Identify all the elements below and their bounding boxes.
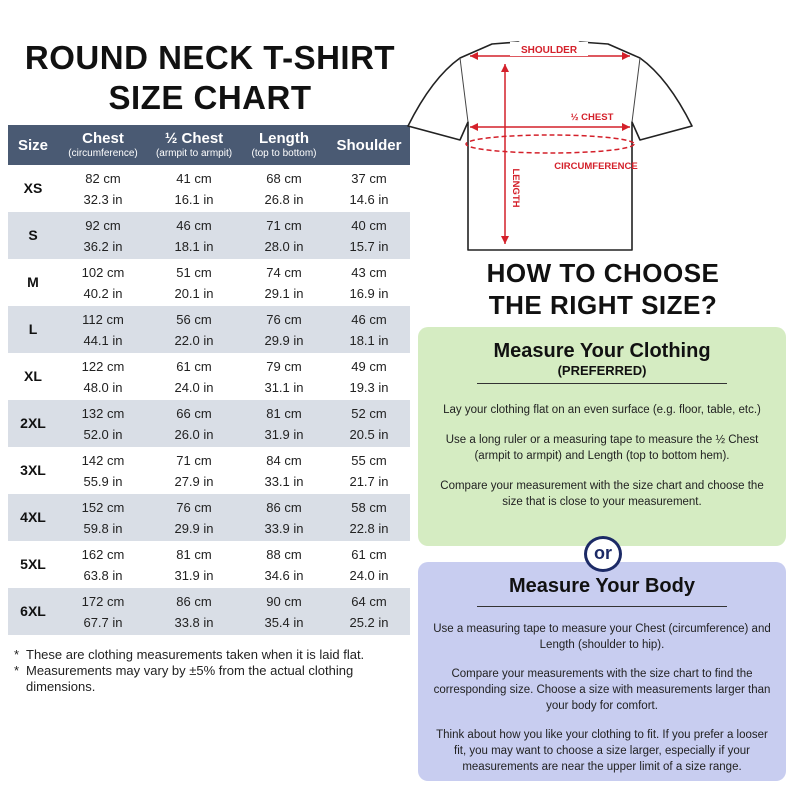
shoulder-cell: 49 cm 19.3 in (349, 358, 389, 395)
chest-cell: 102 cm 40.2 in (81, 264, 125, 301)
footnote: * These are clothing measurements taken when it is laid flat. (14, 647, 365, 662)
header-shoulder: Shoulder (328, 125, 410, 165)
shoulder-label: SHOULDER (520, 45, 578, 56)
chest-cell: 122 cm 48.0 in (81, 358, 125, 395)
half-chest-cell: 76 cm 29.9 in (148, 494, 240, 541)
table-row (8, 400, 410, 447)
header-chest: Chest (circumference) (58, 125, 148, 165)
half-chest-cell: 66 cm 26.0 in (148, 400, 240, 447)
size-cell: 4XL (8, 494, 58, 541)
chart-title-line1: ROUND NECK T-SHIRT (24, 39, 396, 76)
size-cell: 5XL (20, 556, 46, 572)
size-cell: 6XL (8, 588, 58, 635)
tshirt-outline (408, 42, 692, 250)
length-cell: 86 cm 33.9 in (240, 494, 328, 541)
or-badge: or (584, 536, 622, 572)
chest-cell: 162 cm 63.8 in (81, 546, 125, 583)
measure-clothing-subtitle: (PREFERRED) (557, 363, 647, 378)
table-row (8, 306, 410, 353)
header-size: Size (8, 125, 58, 165)
chest-cell: 92 cm 36.2 in (58, 212, 148, 259)
body-step-3: Think about how you like your clothing to fit. If you prefer a looser fit, you may want to choose a size larger, especially if your measurements are near the upper limit of a size range. (436, 729, 768, 773)
table-row (8, 447, 410, 494)
length-cell: 90 cm 35.4 in (240, 588, 328, 635)
table-row (8, 353, 410, 400)
table-row (8, 165, 410, 212)
shoulder-cell: 46 cm 18.1 in (328, 306, 410, 353)
chest-cell: 132 cm 52.0 in (58, 400, 148, 447)
table-row (8, 541, 410, 588)
clothing-step-2: Use a long ruler or a measuring tape to measure the ½ Chest (armpit to armpit) and Length (top to bottom hem). (445, 434, 759, 462)
size-table (8, 125, 410, 635)
shoulder-cell: 52 cm 20.5 in (328, 400, 410, 447)
shoulder-cell: 61 cm 24.0 in (349, 546, 389, 583)
howto-heading-line2: THE RIGHT SIZE? (488, 290, 718, 320)
half-chest-cell: 56 cm 22.0 in (148, 306, 240, 353)
size-cell: XS (23, 180, 43, 196)
length-cell: 88 cm 34.6 in (264, 546, 304, 583)
half-chest-cell: 46 cm 18.1 in (148, 212, 240, 259)
measure-clothing-box (418, 327, 786, 546)
chart-title-line2: SIZE CHART (108, 79, 312, 116)
half-chest-cell: 71 cm 27.9 in (174, 452, 214, 489)
chest-cell: 112 cm 44.1 in (58, 306, 148, 353)
length-cell: 81 cm 31.9 in (240, 400, 328, 447)
size-cell: XL (24, 368, 42, 384)
shoulder-cell: 55 cm 21.7 in (349, 452, 389, 489)
header-length: Length (top to bottom) (240, 125, 328, 165)
length-cell: 71 cm 28.0 in (240, 212, 328, 259)
table-header-row (8, 125, 410, 165)
size-cell: S (8, 212, 58, 259)
shoulder-cell: 40 cm 15.7 in (328, 212, 410, 259)
measure-clothing-title: Measure Your Clothing (493, 340, 711, 362)
size-cell: 3XL (20, 462, 46, 478)
shoulder-cell: 58 cm 22.8 in (328, 494, 410, 541)
measure-body-box (418, 562, 786, 781)
size-cell: M (27, 274, 39, 290)
shoulder-cell: 64 cm 25.2 in (328, 588, 410, 635)
half-chest-cell: 86 cm 33.8 in (148, 588, 240, 635)
half-chest-cell: 41 cm 16.1 in (174, 170, 214, 207)
body-step-1: Use a measuring tape to measure your Chest (circumference) and Length (shoulder to hip). (433, 623, 771, 651)
half-chest-cell: 61 cm 24.0 in (174, 358, 214, 395)
footnotes (14, 647, 414, 695)
size-cell: L (8, 306, 58, 353)
chest-cell: 82 cm 32.3 in (83, 170, 123, 207)
half-chest-label: ½ CHEST (570, 112, 614, 123)
half-chest-cell: 51 cm 20.1 in (174, 264, 214, 301)
length-label: LENGTH (510, 168, 521, 208)
howto-heading-line1: HOW TO CHOOSE (486, 258, 720, 288)
length-cell: 79 cm 31.1 in (264, 358, 304, 395)
length-cell: 76 cm 29.9 in (240, 306, 328, 353)
length-cell: 84 cm 33.1 in (264, 452, 304, 489)
measure-body-title: Measure Your Body (509, 575, 695, 597)
length-cell: 74 cm 29.1 in (264, 264, 304, 301)
chest-cell: 152 cm 59.8 in (58, 494, 148, 541)
table-row (8, 588, 410, 635)
clothing-step-1: Lay your clothing flat on an even surface (e.g. floor, table, etc.) (443, 404, 761, 416)
table-row (8, 212, 410, 259)
tshirt-diagram-icon (400, 30, 700, 255)
circumference-label: CIRCUMFERENCE (554, 161, 638, 172)
table-row (8, 494, 410, 541)
header-half-chest: ½ Chest (armpit to armpit) (148, 125, 240, 165)
chest-cell: 142 cm 55.9 in (81, 452, 125, 489)
divider (477, 383, 727, 384)
footnote: * Measurements may vary by ±5% from the actual clothing dimensions. (14, 663, 354, 694)
table-row (8, 259, 410, 306)
clothing-step-3: Compare your measurement with the size chart and choose the size that is close to your measurement. (440, 480, 764, 508)
divider (477, 606, 727, 607)
shoulder-cell: 37 cm 14.6 in (349, 170, 389, 207)
size-cell: 2XL (8, 400, 58, 447)
chest-cell: 172 cm 67.7 in (58, 588, 148, 635)
shoulder-cell: 43 cm 16.9 in (349, 264, 389, 301)
half-chest-cell: 81 cm 31.9 in (174, 546, 214, 583)
body-step-2: Compare your measurements with the size chart to find the corresponding size. Choose a size with measurements larger than your body for comfort. (433, 668, 771, 712)
length-cell: 68 cm 26.8 in (264, 170, 304, 207)
